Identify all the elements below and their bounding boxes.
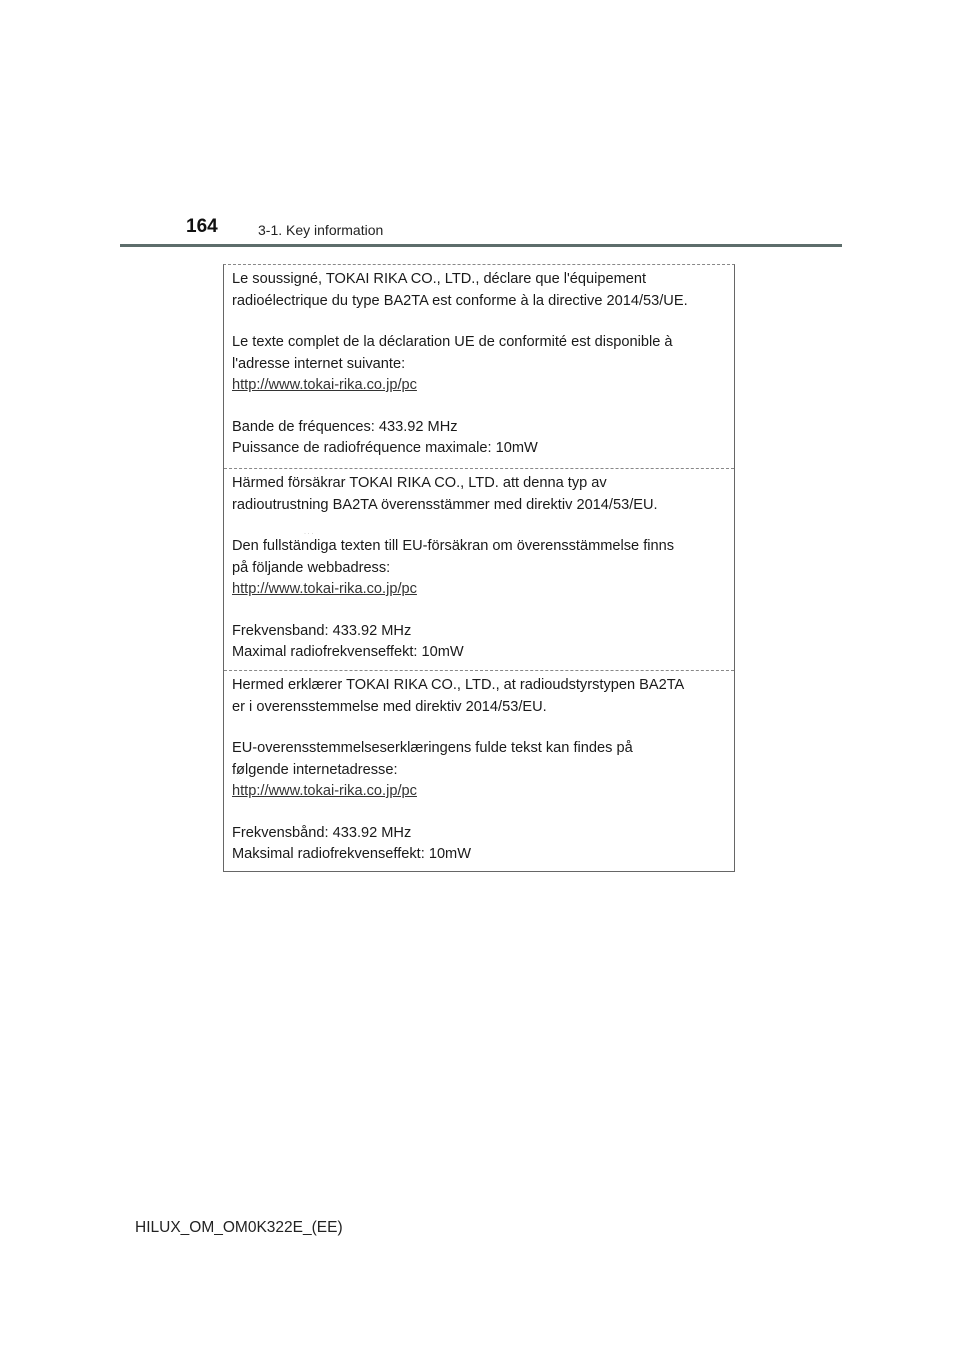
scan-speck: · · · <box>304 531 314 537</box>
declaration-url-link[interactable]: http://www.tokai-rika.co.jp/pc <box>232 377 417 393</box>
statement-line: radioutrustning BA2TA överensstämmer med direktiv 2014/53/EU. <box>232 496 658 513</box>
availability-line: følgende internetadresse: <box>232 761 398 778</box>
declaration-danish <box>224 670 734 872</box>
availability-paragraph <box>232 536 710 601</box>
statement-paragraph <box>232 473 710 516</box>
manual-code-footer: HILUX_OM_OM0K322E_(EE) <box>135 1219 343 1236</box>
declaration-url-link[interactable]: http://www.tokai-rika.co.jp/pc <box>232 581 417 597</box>
availability-paragraph <box>232 738 710 803</box>
statement-line: Hermed erklærer TOKAI RIKA CO., LTD., at radioudstyrstypen BA2TA <box>232 677 685 693</box>
statement-line: radioélectrique du type BA2TA est conforme à la directive 2014/53/UE. <box>232 292 688 309</box>
availability-line: Le texte complet de la déclaration UE de conformité est disponible à <box>232 334 673 350</box>
spec-paragraph <box>232 621 710 664</box>
page-header <box>0 0 960 250</box>
statement-line: Le soussigné, TOKAI RIKA CO., LTD., déclare que l'équipement <box>232 271 647 287</box>
frequency-band: Frekvensband: 433.92 MHz <box>232 622 412 639</box>
availability-paragraph <box>232 332 710 397</box>
spec-paragraph <box>232 417 710 460</box>
declaration-french <box>224 265 734 468</box>
max-power: Maksimal radiofrekvenseffekt: 10mW <box>232 846 471 862</box>
availability-line: l'adresse internet suivante: <box>232 355 406 372</box>
declaration-url-link[interactable]: http://www.tokai-rika.co.jp/pc <box>232 783 417 799</box>
header-divider <box>120 244 842 247</box>
availability-line: Den fullständiga texten till EU-försäkran om överensstämmelse finns <box>232 538 675 554</box>
frequency-band: Bande de fréquences: 433.92 MHz <box>232 418 458 435</box>
frequency-band: Frekvensbånd: 433.92 MHz <box>232 824 412 841</box>
availability-line: EU-overensstemmelseserklæringens fulde tekst kan findes på <box>232 740 633 756</box>
declaration-swedish <box>224 468 734 670</box>
max-power: Puissance de radiofréquence maximale: 10mW <box>232 440 538 456</box>
statement-paragraph <box>232 269 710 312</box>
section-title: 3-1. Key information <box>258 222 384 238</box>
declarations-box <box>223 264 735 872</box>
statement-line: er i overensstemmelse med direktiv 2014/53/EU. <box>232 698 547 715</box>
max-power: Maximal radiofrekvenseffekt: 10mW <box>232 644 464 660</box>
statement-line: Härmed försäkrar TOKAI RIKA CO., LTD. att denna typ av <box>232 475 607 491</box>
statement-paragraph <box>232 675 710 718</box>
spec-paragraph <box>232 823 710 866</box>
availability-line: på följande webbadress: <box>232 559 391 576</box>
page-number: 164 <box>186 216 218 237</box>
